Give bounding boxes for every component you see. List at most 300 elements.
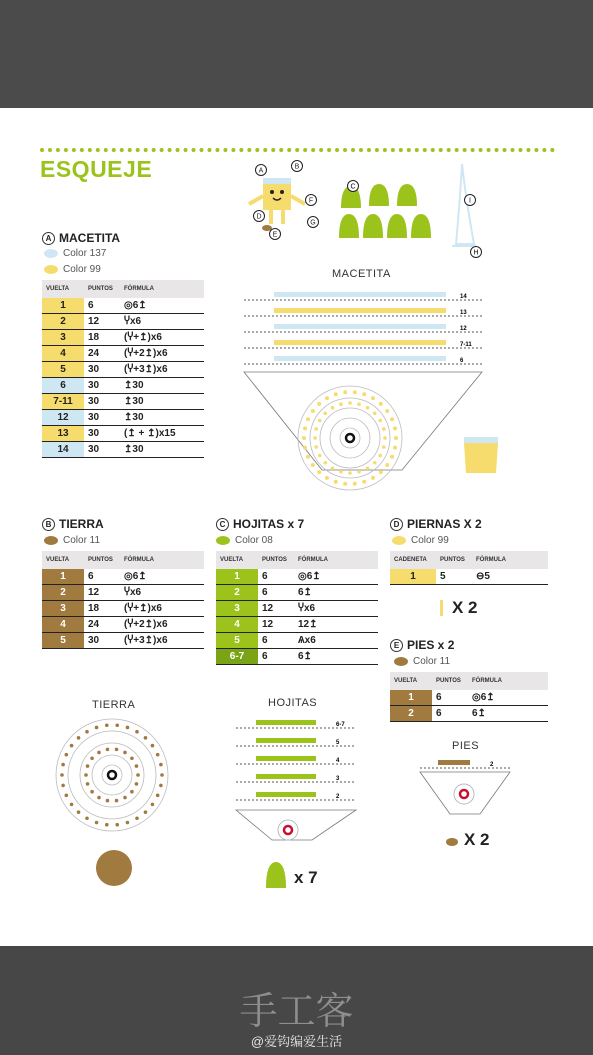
color-label: Color 08: [235, 535, 273, 546]
stitches-cell: 18: [84, 601, 120, 617]
stitches-cell: 24: [84, 346, 120, 362]
stitch-dot: [126, 821, 130, 825]
col-header: FÓRMULA: [294, 551, 378, 569]
color-label: Color 99: [411, 535, 449, 546]
character-illustration: [235, 160, 325, 250]
col-header: PUNTOS: [258, 551, 294, 569]
stitch-dot: [303, 446, 307, 450]
round-cell: 5: [42, 633, 84, 649]
swatch-icon: [394, 657, 408, 666]
tierra-table: [42, 551, 204, 649]
table-row: [42, 601, 204, 617]
stitch-dot: [97, 751, 101, 755]
stitch-dot: [70, 803, 74, 807]
round-cell: 1: [216, 569, 258, 585]
table-row: [42, 426, 204, 442]
macetita-color-2: [44, 264, 101, 275]
hojitas-letter: C: [216, 518, 229, 531]
stitch-row: [438, 760, 470, 765]
stitch-dot: [77, 810, 81, 814]
stitch-dot: [383, 436, 387, 440]
table-row: [42, 617, 204, 633]
formula-cell: ⊖5: [472, 569, 548, 585]
swatch-icon: [44, 265, 58, 274]
stitch-dot: [159, 784, 163, 788]
macetita-diagram: [242, 280, 492, 500]
stitch-dot: [366, 467, 370, 471]
stitch-dot: [325, 396, 329, 400]
stitch-dot: [379, 402, 383, 406]
formula-cell: Ⴤx6: [120, 314, 204, 330]
macetita-letter: A: [42, 232, 55, 245]
stitch-dot: [86, 764, 90, 768]
stitch-dot: [86, 782, 90, 786]
stitch-dot: [115, 748, 119, 752]
round-cell: 6-7: [216, 649, 258, 665]
stitch-dot: [95, 821, 99, 825]
stitch-dot: [379, 419, 383, 423]
stitch-dot: [123, 796, 127, 800]
round-label: 5: [336, 740, 340, 746]
stitch-dot: [362, 480, 366, 484]
stitch-row: [256, 756, 316, 761]
hojitas-heading: [216, 517, 304, 531]
table-row: [216, 649, 378, 665]
stitch-row: [274, 356, 446, 361]
stitch-row: [256, 720, 316, 725]
col-header: PUNTOS: [84, 280, 120, 298]
stitch-dot: [84, 773, 88, 777]
leaf-illustration: [264, 860, 288, 890]
stitch-dot: [136, 773, 140, 777]
macetita-table: [42, 280, 204, 458]
table-row: [390, 706, 548, 722]
stitch-dot: [314, 445, 318, 449]
round-cell: 4: [42, 346, 84, 362]
macetita-name: MACETITA: [59, 231, 121, 245]
formula-cell: ◎6↥: [468, 690, 548, 706]
formula-cell: Ⴤx6: [294, 601, 378, 617]
round-cell: 1: [390, 690, 432, 706]
round-label: 6: [460, 358, 464, 364]
table-row: [216, 601, 378, 617]
stitch-row: [274, 292, 446, 297]
stitch-dot: [90, 756, 94, 760]
piernas-color-1: [392, 535, 449, 546]
formula-cell: ◎6↥: [120, 569, 204, 585]
stitch-dot: [325, 476, 329, 480]
pies-letter: E: [390, 639, 403, 652]
round-cell: 7-11: [42, 394, 84, 410]
hojitas-multiplier: x 7: [294, 868, 318, 887]
stitch-dot: [77, 736, 81, 740]
stitch-dot: [313, 436, 317, 440]
stitch-dot: [61, 784, 65, 788]
fig-letter-f: F: [308, 197, 314, 205]
stitch-dot: [334, 392, 338, 396]
stem-illustration: [448, 160, 488, 260]
table-row: [42, 362, 204, 378]
formula-cell: 6↥: [468, 706, 548, 722]
stitch-dot: [135, 782, 139, 786]
stitch-dot: [106, 799, 110, 803]
stitch-dot: [135, 764, 139, 768]
col-header: PUNTOS: [432, 672, 468, 690]
stitches-cell: 12: [84, 585, 120, 601]
color-label: Color 137: [63, 248, 107, 259]
round-cell: 2: [216, 585, 258, 601]
formula-cell: ◎6↥: [294, 569, 378, 585]
macetita-heading: [42, 231, 120, 245]
table-row: [42, 410, 204, 426]
pies-diagram-label: PIES: [452, 740, 480, 752]
cup-illustration: [460, 433, 502, 478]
stitches-cell: 6: [258, 649, 294, 665]
round-label: 12: [460, 326, 467, 332]
stitch-dot: [95, 726, 99, 730]
col-header: PUNTOS: [436, 551, 472, 569]
formula-cell: ↥30: [120, 378, 204, 394]
funnel-outline: [244, 372, 482, 470]
tierra-disc-illustration: [94, 848, 134, 888]
stitch-dot: [156, 753, 160, 757]
stitches-cell: 6: [432, 690, 468, 706]
table-row: [42, 442, 204, 458]
round-cell: 3: [216, 601, 258, 617]
formula-cell: (Ⴤ+↥)x6: [120, 601, 204, 617]
fig-letter-a: A: [258, 167, 264, 175]
table-row: [390, 569, 548, 585]
watermark-title: 手工客: [239, 989, 354, 1033]
table-row: [42, 378, 204, 394]
stitch-dot: [130, 756, 134, 760]
stitch-dot: [106, 748, 110, 752]
table-row: [42, 330, 204, 346]
stitch-dot: [382, 445, 386, 449]
round-cell: 5: [42, 362, 84, 378]
col-header: FÓRMULA: [120, 280, 204, 298]
round-label: 6-7: [336, 722, 345, 728]
fig-letter-d: D: [256, 213, 262, 221]
leaves-illustration: [335, 176, 435, 246]
stitches-cell: 24: [84, 617, 120, 633]
magic-ring: [108, 771, 116, 779]
stitch-dot: [339, 402, 343, 406]
stitch-dot: [323, 411, 327, 415]
stitch-dot: [331, 467, 335, 471]
leg-icon: [440, 600, 443, 616]
stitches-cell: 6: [258, 569, 294, 585]
round-label: 4: [336, 758, 340, 764]
stitch-dot: [151, 803, 155, 807]
fig-letter-i: I: [469, 197, 471, 205]
magic-ring: [284, 826, 292, 834]
stitch-dot: [151, 744, 155, 748]
stitch-dot: [311, 463, 315, 467]
round-cell: 3: [42, 330, 84, 346]
stitch-dot: [379, 454, 383, 458]
macetita-color-1: [44, 248, 106, 259]
stitch-dot: [159, 763, 163, 767]
fig-letter-b: B: [294, 163, 300, 171]
stitch-dot: [357, 470, 361, 474]
stitch-dot: [393, 426, 397, 430]
stitch-row: [256, 792, 316, 797]
color-label: Color 11: [413, 656, 451, 667]
table-row: [42, 585, 204, 601]
round-label: 3: [336, 776, 340, 782]
stitches-cell: 5: [436, 569, 472, 585]
stitch-dot: [105, 723, 109, 727]
stitch-dot: [318, 454, 322, 458]
pies-table: [390, 672, 548, 722]
stitch-dot: [130, 790, 134, 794]
stitch-dot: [115, 799, 119, 803]
stitch-dot: [70, 744, 74, 748]
table-row: [216, 633, 378, 649]
stitch-dot: [334, 480, 338, 484]
piernas-letter: D: [390, 518, 403, 531]
stitch-dot: [85, 817, 89, 821]
stitch-dot: [318, 419, 322, 423]
stitch-dot: [382, 427, 386, 431]
tierra-diagram: [50, 713, 190, 843]
col-header: FÓRMULA: [472, 551, 548, 569]
stitch-dot: [348, 401, 352, 405]
formula-cell: ↥30: [120, 442, 204, 458]
formula-cell: Ѧx6: [294, 633, 378, 649]
stitch-dot: [65, 794, 69, 798]
table-row: [390, 690, 548, 706]
round-label: 13: [460, 310, 467, 316]
stitch-row: [274, 340, 446, 345]
tierra-color-1: [44, 535, 100, 546]
page-title: ESQUEJE: [40, 156, 153, 182]
formula-cell: ↥30: [120, 394, 204, 410]
round-label: 2: [336, 794, 340, 800]
stitch-dot: [126, 726, 130, 730]
stitch-dot: [323, 461, 327, 465]
stitch-row: [256, 774, 316, 779]
fig-letter-g: G: [310, 219, 316, 227]
stitches-cell: 6: [84, 569, 120, 585]
stitch-dot: [343, 482, 347, 486]
formula-cell: 6↥: [294, 585, 378, 601]
watermark-handle: @爱钩编爱生活: [250, 1034, 343, 1049]
pies-diagram: [416, 754, 516, 819]
stitches-cell: 6: [84, 298, 120, 314]
stitch-dot: [306, 417, 310, 421]
stitch-dot: [160, 773, 164, 777]
stitches-cell: 12: [258, 601, 294, 617]
stitch-dot: [353, 390, 357, 394]
stitch-dot: [85, 730, 89, 734]
stitches-cell: 12: [84, 314, 120, 330]
stitch-dot: [135, 817, 139, 821]
stitch-dot: [373, 411, 377, 415]
stitch-dot: [366, 406, 370, 410]
formula-cell: (Ⴤ+2↥)x6: [120, 346, 204, 362]
formula-cell: (Ⴤ+↥)x6: [120, 330, 204, 346]
round-cell: 4: [216, 617, 258, 633]
stitches-cell: 30: [84, 633, 120, 649]
fig-letter-c: C: [350, 183, 356, 191]
stitches-cell: 30: [84, 362, 120, 378]
hojitas-color-1: [216, 535, 273, 546]
tierra-letter: B: [42, 518, 55, 531]
stitch-dot: [385, 409, 389, 413]
stitch-dot: [390, 417, 394, 421]
stitch-dot: [97, 796, 101, 800]
stitch-dot: [314, 427, 318, 431]
table-row: [216, 617, 378, 633]
table-row: [42, 394, 204, 410]
stitch-dot: [115, 823, 119, 827]
stitch-row: [274, 324, 446, 329]
stitch-dot: [353, 482, 357, 486]
stitch-dot: [339, 470, 343, 474]
tierra-diagram-label: TIERRA: [92, 699, 136, 711]
col-header: VUELTA: [216, 551, 258, 569]
hojitas-table: [216, 551, 378, 665]
piernas-table: [390, 551, 548, 585]
round-cell: 1: [390, 569, 436, 585]
formula-cell: (↥ + ↥)x15: [120, 426, 204, 442]
round-cell: 5: [216, 633, 258, 649]
pies-heading: [390, 638, 454, 652]
stitches-cell: 18: [84, 330, 120, 346]
stitch-dot: [394, 436, 398, 440]
stitch-dot: [348, 471, 352, 475]
formula-cell: (Ⴤ+2↥)x6: [120, 617, 204, 633]
color-label: Color 99: [63, 264, 101, 275]
round-cell: 1: [42, 298, 84, 314]
pattern-page: [0, 108, 593, 946]
stitch-dot: [317, 402, 321, 406]
tierra-name: TIERRA: [59, 517, 104, 531]
col-header: VUELTA: [42, 551, 84, 569]
swatch-icon: [392, 536, 406, 545]
round-cell: 3: [42, 601, 84, 617]
swatch-icon: [44, 249, 58, 258]
stitch-dot: [331, 406, 335, 410]
stitch-dot: [373, 461, 377, 465]
hojitas-diagram: [232, 710, 362, 845]
stitch-dot: [144, 736, 148, 740]
formula-cell: ↥30: [120, 410, 204, 426]
stitch-dot: [303, 426, 307, 430]
tierra-heading: [42, 517, 104, 531]
round-cell: 1: [42, 569, 84, 585]
stitch-dot: [379, 470, 383, 474]
dotted-divider: [40, 148, 555, 152]
stitch-row: [274, 308, 446, 313]
stitch-dot: [123, 751, 127, 755]
pies-multiplier: X 2: [464, 830, 490, 849]
stitch-dot: [60, 773, 64, 777]
stitch-dot: [393, 446, 397, 450]
col-header: VUELTA: [42, 280, 84, 298]
stitch-dot: [156, 794, 160, 798]
stitches-cell: 30: [84, 410, 120, 426]
col-header: CADENETA: [390, 551, 436, 569]
round-cell: 2: [42, 585, 84, 601]
table-row: [42, 633, 204, 649]
stitch-dot: [105, 823, 109, 827]
formula-cell: ◎6↥: [120, 298, 204, 314]
stitch-dot: [61, 763, 65, 767]
stitch-dot: [371, 396, 375, 400]
pies-color-1: [394, 656, 450, 667]
top-bar: [0, 0, 593, 108]
macetita-diagram-label: MACETITA: [332, 268, 391, 280]
round-cell: 4: [42, 617, 84, 633]
formula-cell: (Ⴤ+3↥)x6: [120, 633, 204, 649]
hojitas-name: HOJITAS x 7: [233, 517, 305, 531]
swatch-icon: [44, 536, 58, 545]
stitches-cell: 30: [84, 426, 120, 442]
stitch-dot: [135, 730, 139, 734]
stitch-dot: [90, 790, 94, 794]
round-cell: 14: [42, 442, 84, 458]
round-cell: 13: [42, 426, 84, 442]
col-header: FÓRMULA: [120, 551, 204, 569]
magic-ring: [346, 434, 354, 442]
magic-ring: [460, 790, 468, 798]
stitch-dot: [311, 409, 315, 413]
col-header: VUELTA: [390, 672, 432, 690]
piernas-multiplier: X 2: [452, 598, 478, 617]
round-label: 14: [460, 294, 467, 300]
stitch-dot: [302, 436, 306, 440]
table-row: [42, 569, 204, 585]
col-header: FÓRMULA: [468, 672, 548, 690]
stitches-cell: 30: [84, 394, 120, 410]
piernas-heading: [390, 517, 482, 531]
table-row: [42, 346, 204, 362]
color-label: Color 11: [63, 535, 101, 546]
stitch-dot: [357, 402, 361, 406]
hojitas-diagram-label: HOJITAS: [268, 697, 318, 709]
table-row: [216, 569, 378, 585]
round-label: 7-11: [460, 342, 472, 348]
stitch-dot: [385, 463, 389, 467]
table-row: [216, 585, 378, 601]
stitch-row: [256, 738, 316, 743]
swatch-icon: [216, 536, 230, 545]
pies-name: PIES x 2: [407, 638, 455, 652]
col-header: PUNTOS: [84, 551, 120, 569]
stitch-dot: [65, 753, 69, 757]
piernas-name: PIERNAS X 2: [407, 517, 482, 531]
fig-letter-e: E: [272, 231, 278, 239]
foot-illustration: [444, 836, 460, 848]
stitches-cell: 6: [258, 585, 294, 601]
formula-cell: (Ⴤ+3↥)x6: [120, 362, 204, 378]
round-cell: 12: [42, 410, 84, 426]
round-cell: 2: [42, 314, 84, 330]
stitches-cell: 30: [84, 378, 120, 394]
stitches-cell: 6: [432, 706, 468, 722]
formula-cell: 6↥: [294, 649, 378, 665]
fig-letter-h: H: [473, 249, 479, 257]
stitch-dot: [362, 392, 366, 396]
stitch-dot: [306, 455, 310, 459]
round-cell: 2: [390, 706, 432, 722]
stitch-dot: [390, 455, 394, 459]
stitch-dot: [343, 390, 347, 394]
stitches-cell: 30: [84, 442, 120, 458]
